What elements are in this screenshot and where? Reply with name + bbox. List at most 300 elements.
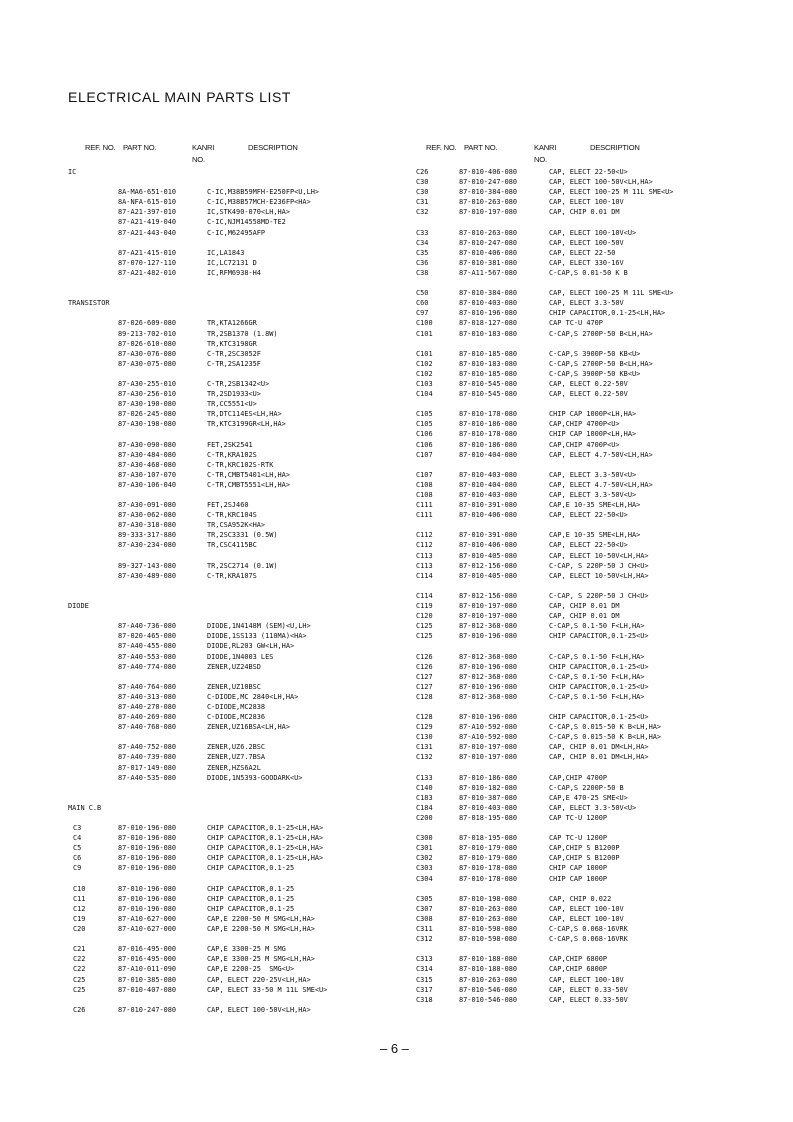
part-no-cell: 87-010-188-080: [459, 955, 518, 964]
table-header-right: [416, 143, 791, 167]
description-cell: CHIP CAPACITOR,0.1-25<U>: [549, 662, 649, 671]
description-cell: CAP, ELECT 0.33-50V: [549, 985, 628, 994]
table-row: [416, 571, 791, 581]
table-row: [68, 409, 408, 419]
table-row: [416, 863, 791, 873]
ref-no-cell: C107: [416, 470, 433, 479]
part-no-cell: 87-012-368-080: [459, 622, 518, 631]
table-row: [416, 429, 791, 439]
table-row: [68, 399, 408, 409]
description-cell: CHIP CAPACITOR,0.1-25<LH,HA>: [207, 824, 324, 833]
part-no-cell: 87-010-186-080: [459, 773, 518, 782]
ref-no-cell: C60: [416, 299, 429, 308]
description-cell: C-DIODE,MC 2840<LH,HA>: [207, 692, 299, 701]
ref-no-cell: C5: [73, 844, 82, 853]
row-spacer: [68, 732, 408, 742]
part-no-cell: 87-A10-011-090: [118, 965, 177, 974]
part-no-cell: 87-A40-270-080: [118, 702, 177, 711]
description-cell: C-CAP,S 3900P-50 KB<U>: [549, 349, 641, 358]
part-no-cell: 87-010-545-080: [459, 390, 518, 399]
description-cell: CAP,CHIP S B1200P: [549, 844, 620, 853]
description-cell: CAP, ELECT 0.22-50V: [549, 379, 628, 388]
table-row: [68, 480, 408, 490]
row-spacer: [416, 641, 791, 651]
ref-no-header: REF. NO.: [426, 143, 457, 152]
part-no-cell: 87-010-406-080: [459, 511, 518, 520]
description-cell: C-TR,KRA102S: [207, 450, 257, 459]
table-row: [416, 833, 791, 843]
table-row: [416, 601, 791, 611]
description-cell: CAP, ELECT 10-50V<LH,HA>: [549, 571, 649, 580]
part-no-cell: 87-A21-443-040: [118, 228, 177, 237]
table-row: [416, 440, 791, 450]
part-no-cell: 87-010-197-080: [459, 743, 518, 752]
part-no-header: PART NO.: [123, 143, 157, 152]
part-no-cell: 87-012-368-080: [459, 672, 518, 681]
row-spacer: [416, 278, 791, 288]
description-cell: C-CAP,S 2700P-50 B<LH,HA>: [549, 329, 653, 338]
kanri-no-header: NO.: [534, 155, 547, 164]
description-cell: CAP,E 10-35 SME<LH,HA>: [549, 531, 641, 540]
section-label: DIODE: [68, 602, 89, 611]
part-no-cell: 87-010-384-080: [459, 289, 518, 298]
description-cell: CAP, ELECT 100-25 M 11L SME<U>: [549, 188, 674, 197]
part-no-cell: 87-A10-627-000: [118, 925, 177, 934]
description-cell: CAP,CHIP S B1200P: [549, 854, 620, 863]
ref-no-cell: C105: [416, 420, 433, 429]
table-row: [68, 440, 408, 450]
part-no-cell: 87-010-247-080: [459, 238, 518, 247]
part-no-cell: 87-010-196-080: [459, 682, 518, 691]
table-row: [416, 288, 791, 298]
description-cell: CAP, CHIP 0.01 DM<LH,HA>: [549, 743, 649, 752]
description-header: DESCRIPTION: [590, 143, 640, 152]
row-spacer: [68, 490, 408, 500]
part-no-cell: 87-010-196-080: [118, 824, 177, 833]
ref-no-cell: C126: [416, 652, 433, 661]
part-no-cell: 87-012-156-080: [459, 591, 518, 600]
table-header-left: [68, 143, 408, 167]
description-cell: FET,2SJ460: [207, 501, 249, 510]
table-row: [416, 389, 791, 399]
ref-no-cell: C112: [416, 541, 433, 550]
description-cell: CAP, ELECT 33-50 M 11L SME<U>: [207, 985, 328, 994]
table-row: [416, 631, 791, 641]
part-no-cell: 87-010-404-080: [459, 450, 518, 459]
table-row: [416, 369, 791, 379]
ref-no-cell: C318: [416, 995, 433, 1004]
ref-no-cell: C33: [416, 228, 429, 237]
table-row: [68, 924, 408, 934]
part-no-cell: 87-A40-739-080: [118, 753, 177, 762]
ref-no-cell: C140: [416, 783, 433, 792]
description-cell: CHIP CAPACITOR,0.1-25: [207, 894, 295, 903]
part-no-cell: 87-012-368-080: [459, 652, 518, 661]
description-cell: C-CAP,S 0.01-50 K B: [549, 268, 628, 277]
section-label: TRANSISTOR: [68, 299, 110, 308]
table-row: [68, 712, 408, 722]
description-cell: TR,2SC2714 (0.1W): [207, 561, 278, 570]
part-no-cell: 89-213-702-010: [118, 329, 177, 338]
description-cell: CAP, ELECT 3.3-50V<U>: [549, 803, 637, 812]
table-row: [416, 954, 791, 964]
description-cell: CAP,E 3300-25 M SMG<LH,HA>: [207, 955, 315, 964]
part-no-cell: 87-010-185-080: [459, 369, 518, 378]
table-row: [68, 833, 408, 843]
ref-no-cell: C313: [416, 955, 433, 964]
description-cell: C-CAP,S 0.015-50 K B<LH,HA>: [549, 723, 662, 732]
description-cell: C-TR,KRA107S: [207, 571, 257, 580]
ref-no-cell: C34: [416, 238, 429, 247]
part-no-cell: 87-026-245-080: [118, 410, 177, 419]
row-spacer: [68, 308, 408, 318]
ref-no-cell: C30: [416, 188, 429, 197]
part-no-cell: 87-010-406-080: [459, 168, 518, 176]
ref-no-cell: C314: [416, 965, 433, 974]
part-no-cell: 87-010-197-080: [459, 602, 518, 611]
ref-no-cell: C36: [416, 258, 429, 267]
table-row: [416, 692, 791, 702]
part-no-cell: 87-010-178-080: [459, 874, 518, 883]
part-no-cell: 89-327-143-080: [118, 561, 177, 570]
part-no-cell: 87-070-127-110: [118, 258, 177, 267]
description-cell: CHIP CAPACITOR,0.1-25: [207, 864, 295, 873]
table-row: [416, 318, 791, 328]
description-cell: CHIP CAPACITOR,0.1-25<LH,HA>: [549, 309, 666, 318]
parts-table-right: [416, 143, 791, 1005]
description-cell: CHIP CAPACITOR,0.1-25<LH,HA>: [207, 834, 324, 843]
part-no-cell: 87-A30-234-080: [118, 541, 177, 550]
ref-no-cell: C308: [416, 914, 433, 923]
description-cell: CAP,E 2200-50 M SMG<LH,HA>: [207, 925, 315, 934]
ref-no-cell: C101: [416, 349, 433, 358]
row-spacer: [68, 429, 408, 439]
row-spacer: [416, 399, 791, 409]
description-cell: TR,2SD1933<U>: [207, 390, 261, 399]
description-cell: C-CAP,S 0.1-50 F<LH,HA>: [549, 692, 645, 701]
part-no-cell: 87-010-196-080: [459, 713, 518, 722]
table-row: [68, 540, 408, 550]
description-cell: CAP,E 2200-25 SMG<U>: [207, 965, 295, 974]
description-cell: CAP,E 2200-50 M SMG<LH,HA>: [207, 914, 315, 923]
row-spacer: [416, 884, 791, 894]
description-cell: CAP, ELECT 100-25 M 11L SME<U>: [549, 289, 674, 298]
ref-no-cell: C200: [416, 814, 433, 822]
section-heading: [68, 803, 408, 813]
description-cell: CAP, ELECT 100-10V: [549, 904, 624, 913]
ref-no-cell: C131: [416, 743, 433, 752]
table-row: [68, 500, 408, 510]
row-spacer: [416, 217, 791, 227]
table-row: [68, 752, 408, 762]
part-no-cell: 87-010-196-080: [118, 864, 177, 873]
description-cell: CAP, ELECT 3.3-50V<U>: [549, 491, 637, 499]
part-no-cell: 87-010-247-080: [118, 1005, 177, 1014]
ref-no-cell: C26: [416, 168, 429, 176]
table-row: [68, 652, 408, 662]
part-no-cell: 87-010-545-080: [459, 379, 518, 388]
ref-no-cell: C307: [416, 904, 433, 913]
part-no-cell: 87-A30-107-070: [118, 470, 177, 479]
row-spacer: [416, 702, 791, 712]
ref-no-cell: C127: [416, 682, 433, 691]
part-no-cell: 87-010-385-080: [118, 975, 177, 984]
table-row: [68, 450, 408, 460]
table-row: [68, 662, 408, 672]
table-row: [416, 450, 791, 460]
ref-no-cell: C129: [416, 723, 433, 732]
part-no-cell: 89-333-317-880: [118, 531, 177, 540]
table-row: [68, 631, 408, 641]
description-cell: C-CAP,S 0.1-50 F<LH,HA>: [549, 622, 645, 631]
ref-no-cell: C107: [416, 450, 433, 459]
rows-right: [416, 167, 791, 1005]
description-cell: CHIP CAP 1000P<LH,HA>: [549, 430, 637, 439]
part-no-cell: 8A-MA6-651-010: [118, 188, 177, 197]
table-row: [416, 268, 791, 278]
part-no-cell: 87-A21-482-010: [118, 268, 177, 277]
part-no-cell: 87-010-263-080: [459, 228, 518, 237]
part-no-cell: 87-010-178-080: [459, 864, 518, 873]
kanri-header: KANRI: [192, 143, 215, 152]
part-no-cell: 87-A30-318-080: [118, 521, 177, 530]
table-row: [416, 177, 791, 187]
table-row: [68, 975, 408, 985]
description-cell: CAP, ELECT 22-50<U>: [549, 511, 628, 520]
table-row: [416, 682, 791, 692]
part-no-cell: 87-010-178-080: [459, 430, 518, 439]
part-no-cell: 87-A30-106-040: [118, 480, 177, 489]
part-no-cell: 87-A30-256-010: [118, 390, 177, 399]
part-no-cell: 87-010-179-080: [459, 844, 518, 853]
part-no-cell: 87-A30-484-080: [118, 450, 177, 459]
description-cell: CAP,CHIP 4700P: [549, 773, 608, 782]
table-row: [68, 843, 408, 853]
ref-no-cell: C106: [416, 430, 433, 439]
row-spacer: [68, 611, 408, 621]
ref-no-header: REF. NO.: [85, 143, 116, 152]
description-cell: C-CAP, S 220P-50 J CH<U>: [549, 561, 649, 570]
table-row: [416, 732, 791, 742]
description-cell: CHIP CAPACITOR,0.1-25<U>: [549, 632, 649, 641]
ref-no-cell: C25: [73, 975, 86, 984]
description-cell: C-TR,2SA1235F: [207, 359, 261, 368]
part-no-cell: 87-010-183-080: [459, 359, 518, 368]
table-row: [68, 682, 408, 692]
part-no-cell: 87-010-598-080: [459, 935, 518, 944]
part-no-cell: 87-010-196-080: [118, 884, 177, 893]
table-row: [416, 228, 791, 238]
part-no-cell: 87-012-156-080: [459, 561, 518, 570]
ref-no-cell: C50: [416, 289, 429, 298]
part-no-cell: 87-A21-397-010: [118, 208, 177, 217]
ref-no-cell: C38: [416, 268, 429, 277]
row-spacer: [68, 177, 408, 187]
description-cell: CAP, ELECT 100-10V<U>: [549, 228, 637, 237]
table-row: [68, 692, 408, 702]
part-no-cell: 87-010-407-080: [118, 985, 177, 994]
table-row: [416, 985, 791, 995]
ref-no-cell: C114: [416, 571, 433, 580]
table-row: [68, 964, 408, 974]
description-cell: TR,KTC3198GR: [207, 339, 257, 348]
description-cell: CAP,E 10-35 SME<LH,HA>: [549, 501, 641, 510]
part-no-cell: 87-018-127-080: [459, 319, 518, 328]
ref-no-cell: C301: [416, 844, 433, 853]
description-cell: CAP TC-U 1200P: [549, 814, 608, 822]
table-row: [68, 389, 408, 399]
table-row: [68, 1005, 408, 1015]
section-label: MAIN C.B: [68, 803, 102, 812]
part-no-cell: 87-017-149-080: [118, 763, 177, 772]
parts-table-left: [68, 143, 408, 1015]
part-no-cell: 87-010-198-080: [459, 894, 518, 903]
ref-no-cell: C300: [416, 834, 433, 843]
part-no-cell: 87-A40-752-080: [118, 743, 177, 752]
table-row: [416, 530, 791, 540]
table-row: [416, 722, 791, 732]
ref-no-cell: C102: [416, 369, 433, 378]
ref-no-cell: C311: [416, 925, 433, 934]
description-cell: CAP, ELECT 4.7-50V<LH,HA>: [549, 480, 653, 489]
table-row: [416, 207, 791, 217]
table-row: [416, 742, 791, 752]
description-cell: C-TR,CMBT5551<LH,HA>: [207, 480, 290, 489]
ref-no-cell: C12: [73, 904, 86, 913]
part-no-cell: 87-A40-313-080: [118, 692, 177, 701]
description-cell: CAP, CHIP 0.022: [549, 894, 612, 903]
table-row: [416, 409, 791, 419]
part-no-cell: 87-010-263-080: [459, 904, 518, 913]
ref-no-cell: C113: [416, 551, 433, 560]
table-row: [416, 874, 791, 884]
ref-no-cell: C125: [416, 622, 433, 631]
ref-no-cell: C97: [416, 309, 429, 318]
table-row: [416, 187, 791, 197]
section-label: IC: [68, 168, 77, 176]
row-spacer: [68, 551, 408, 561]
part-no-cell: 87-010-196-080: [118, 894, 177, 903]
ref-no-cell: C303: [416, 864, 433, 873]
ref-no-cell: C133: [416, 773, 433, 782]
description-cell: DIODE,1N4148M (SEM)<U,LH>: [207, 622, 311, 631]
part-no-cell: 87-010-403-080: [459, 470, 518, 479]
section-heading: [68, 601, 408, 611]
description-cell: CHIP CAPACITOR,0.1-25<U>: [549, 713, 649, 722]
part-no-cell: 87-010-247-080: [459, 178, 518, 187]
ref-no-cell: C22: [73, 955, 86, 964]
part-no-cell: 87-010-387-080: [459, 793, 518, 802]
ref-no-cell: C11: [73, 894, 86, 903]
ref-no-cell: C21: [73, 945, 86, 954]
part-no-cell: 87-010-188-080: [459, 965, 518, 974]
part-no-cell: 87-010-196-080: [459, 662, 518, 671]
table-row: [68, 773, 408, 783]
description-cell: CAP, ELECT 100-10V: [549, 198, 624, 207]
row-spacer: [68, 995, 408, 1005]
description-cell: DIODE,RL203 GW<LH,HA>: [207, 642, 295, 651]
part-no-cell: 87-010-178-080: [459, 410, 518, 419]
ref-no-cell: C32: [416, 208, 429, 217]
table-row: [68, 985, 408, 995]
table-row: [68, 863, 408, 873]
description-cell: C-CAP,S 0.068-16VRK: [549, 935, 628, 944]
description-cell: CAP, ELECT 100-50V: [549, 238, 624, 247]
part-no-cell: 87-A21-415-010: [118, 248, 177, 257]
description-cell: CHIP CAP 1000P: [549, 874, 608, 883]
table-row: [416, 924, 791, 934]
part-no-cell: 87-010-197-080: [459, 612, 518, 621]
table-row: [68, 571, 408, 581]
part-no-cell: 87-A30-076-080: [118, 349, 177, 358]
description-cell: C-DIODE,MC2838: [207, 702, 266, 711]
table-row: [68, 641, 408, 651]
part-no-cell: 87-010-185-080: [459, 349, 518, 358]
row-spacer: [68, 783, 408, 793]
page-title: ELECTRICAL MAIN PARTS LIST: [68, 89, 292, 105]
description-cell: CAP, ELECT 100-10V: [549, 914, 624, 923]
table-row: [68, 349, 408, 359]
part-no-cell: 87-010-263-080: [459, 975, 518, 984]
table-row: [416, 238, 791, 248]
description-cell: C-CAP,S 0.015-50 K B<LH,HA>: [549, 733, 662, 742]
part-no-cell: 87-012-368-080: [459, 692, 518, 701]
row-spacer: [68, 369, 408, 379]
description-cell: CAP, ELECT 22-50: [549, 248, 616, 257]
table-row: [68, 702, 408, 712]
description-cell: CAP, ELECT 3.3-50V<U>: [549, 470, 637, 479]
table-row: [68, 228, 408, 238]
table-row: [416, 964, 791, 974]
ref-no-cell: C125: [416, 632, 433, 641]
table-row: [416, 379, 791, 389]
table-row: [416, 258, 791, 268]
description-cell: CAP, ELECT 10-50V<LH,HA>: [549, 551, 649, 560]
table-row: [416, 904, 791, 914]
table-row: [416, 197, 791, 207]
table-row: [68, 510, 408, 520]
table-row: [416, 662, 791, 672]
ref-no-cell: C19: [73, 914, 86, 923]
ref-no-cell: C20: [73, 925, 86, 934]
ref-no-cell: C26: [73, 1005, 86, 1014]
part-no-cell: 87-010-546-080: [459, 985, 518, 994]
part-no-cell: 87-A10-592-080: [459, 723, 518, 732]
part-no-cell: 87-010-263-080: [459, 198, 518, 207]
description-cell: CAP,CHIP 4700P<U>: [549, 420, 620, 429]
row-spacer: [416, 823, 791, 833]
table-row: [416, 803, 791, 813]
description-cell: CAP,E 470-25 SME<U>: [549, 793, 628, 802]
ref-no-cell: C9: [73, 864, 82, 873]
description-cell: C-IC,M38B59MFH-E250FP<U,LH>: [207, 188, 320, 197]
part-no-cell: 87-A11-567-080: [459, 268, 518, 277]
part-no-cell: 87-010-598-080: [459, 925, 518, 934]
table-row: [416, 308, 791, 318]
ref-no-cell: C119: [416, 602, 433, 611]
table-row: [416, 975, 791, 985]
table-row: [68, 268, 408, 278]
table-row: [68, 530, 408, 540]
part-no-cell: 87-A40-764-080: [118, 682, 177, 691]
part-no-cell: 87-010-186-080: [459, 440, 518, 449]
table-row: [416, 621, 791, 631]
row-spacer: [68, 874, 408, 884]
description-cell: C-CAP,S 0.1-50 F<LH,HA>: [549, 652, 645, 661]
table-row: [416, 914, 791, 924]
description-cell: DIODE,1N4003 LES: [207, 652, 274, 661]
part-no-cell: 87-A40-269-080: [118, 713, 177, 722]
